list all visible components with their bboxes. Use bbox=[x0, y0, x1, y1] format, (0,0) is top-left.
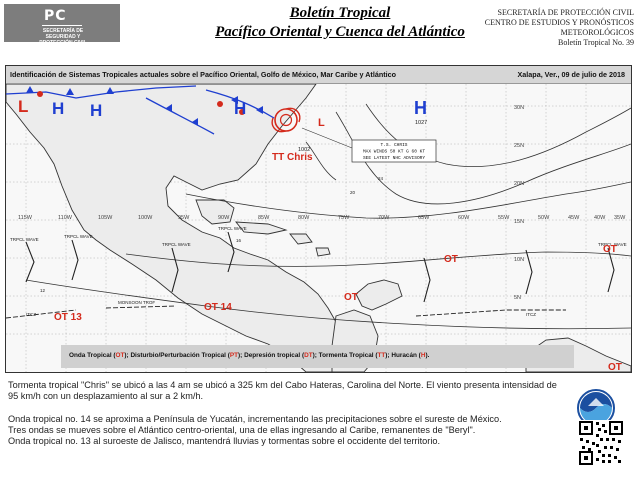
lon-110w-label: 110W bbox=[58, 215, 72, 221]
itcz-label-2: ITCZ bbox=[526, 312, 536, 317]
ot-13-label: OT 13 bbox=[54, 312, 82, 323]
legend-h: H bbox=[420, 352, 426, 359]
lon-95w-label: 95W bbox=[178, 215, 190, 221]
lon-40w-label: 40W bbox=[594, 215, 606, 221]
waves-line2: Tres ondas se mueves sobre el Atlántico centro-oriental, una de ellas ingresando al Caribe, remanentes de "Beryl". bbox=[8, 425, 476, 435]
pressure-1002: 1002 bbox=[298, 147, 311, 153]
lon-75w-label: 75W bbox=[338, 215, 350, 221]
high-pressure-1: H bbox=[52, 99, 65, 118]
isobar-12-label: 12 bbox=[40, 288, 46, 293]
chris-box-line3: SEE LATEST NHC ADVISORY bbox=[362, 156, 426, 161]
map-header-title: Identificación de Sistemas Tropicales actuales sobre el Pacífico Oriental, Golfo de México, Mar Caribe y Atlántico bbox=[10, 70, 396, 79]
waves-line1: Onda tropical no. 14 se aproxima a Península de Yucatán, incrementando las precipitaciones sobre el sureste de México. bbox=[8, 414, 502, 424]
legend-tormenta-text: ); Tormenta Tropical ( bbox=[312, 352, 378, 359]
pressure-1027: 1027 bbox=[415, 120, 428, 126]
legend-depresion-text: ); Depresión tropical ( bbox=[238, 352, 305, 359]
lat-5n-label: 5N bbox=[514, 295, 522, 301]
organization-block bbox=[414, 8, 634, 48]
org-line1: SECRETARÍA DE PROTECCIÓN CIVIL bbox=[497, 8, 634, 17]
logo-abbr: PC bbox=[44, 8, 67, 24]
weather-map bbox=[6, 84, 631, 372]
pc-logo bbox=[4, 4, 120, 46]
lon-35w-label: 35W bbox=[614, 215, 626, 221]
lon-115w-label: 115W bbox=[18, 215, 32, 221]
qr-code-icon[interactable] bbox=[578, 420, 624, 466]
low-pressure-east: L bbox=[318, 117, 325, 129]
lat-15n-label: 15N bbox=[514, 219, 525, 225]
tt-chris-label: TT Chris bbox=[272, 152, 313, 163]
weather-map-frame bbox=[5, 65, 632, 373]
lat-25n-label: 25N bbox=[514, 143, 525, 149]
legend-tt: TT bbox=[377, 352, 386, 359]
high-pressure-3: H bbox=[234, 99, 247, 118]
trpcl-wave-label-3: TRPCL WAVE bbox=[162, 242, 191, 247]
map-header-date: Xalapa, Ver., 09 de julio de 2018 bbox=[517, 70, 625, 79]
lon-70w-label: 70W bbox=[378, 215, 390, 221]
logo-text-line3: PROTECCIÓN CIVIL bbox=[39, 40, 87, 46]
ot-atlantic-label: OT bbox=[444, 254, 458, 265]
lat-30n-label: 30N bbox=[514, 105, 525, 111]
legend-pt: PT bbox=[229, 352, 239, 359]
itcz-label-1: ITCZ bbox=[26, 312, 36, 317]
legend-onda-text: Onda Tropical ( bbox=[69, 352, 116, 359]
logo-text-line2: SEGURIDAD Y bbox=[45, 34, 81, 40]
isobar-16-label: 16 bbox=[236, 238, 242, 243]
waves-line3: Onda tropical no. 13 al suroeste de Jalisco, mantendrá lluvias y tormentas sobre el occidente del territorio. bbox=[8, 436, 441, 446]
lat-10n-label: 10N bbox=[514, 257, 525, 263]
bulletin-number: Boletín Tropical No. 39 bbox=[557, 38, 634, 47]
lon-45w-label: 45W bbox=[568, 215, 580, 221]
logo-text-line1: SECRETARÍA DE bbox=[42, 28, 84, 34]
lon-105w-label: 105W bbox=[98, 215, 113, 221]
legend-huracan-text: ); Huracán ( bbox=[385, 352, 421, 359]
isobar-24-label: 24 bbox=[378, 176, 384, 181]
ot-14-label: OT 14 bbox=[204, 302, 232, 313]
ot-lower-label: OT bbox=[608, 362, 622, 372]
map-header bbox=[6, 66, 631, 84]
title-line1: Boletín Tropical bbox=[289, 5, 391, 21]
chris-box-line1: T.S. CHRIS bbox=[380, 143, 408, 148]
chris-box-line2: MAX WINDS 50 KT G 60 KT bbox=[362, 149, 426, 155]
high-pressure-2: H bbox=[90, 101, 103, 120]
lon-55w-label: 55W bbox=[498, 215, 510, 221]
low-pressure-west: L bbox=[18, 97, 29, 116]
legend-text bbox=[69, 352, 429, 359]
logo-divider bbox=[42, 25, 82, 26]
chris-paragraph: Tormenta tropical "Chris" se ubicó a las 4 am se ubicó a 325 km del Cabo Hateras, Carolina del Norte. El viento presenta intensidad de 95 km/h con un desplazamiento al sur a 2 km/h. bbox=[8, 380, 557, 401]
org-line3: METEOROLÓGICOS bbox=[560, 28, 634, 37]
ot-caribbean-label: OT bbox=[344, 292, 358, 303]
trpcl-wave-label-5: TRPCL WAVE bbox=[598, 242, 627, 247]
legend-box bbox=[61, 345, 574, 368]
lon-80w-label: 80W bbox=[298, 215, 310, 221]
lon-85w-label: 85W bbox=[258, 215, 270, 221]
lon-90w-label: 90W bbox=[218, 215, 230, 221]
waves-paragraph bbox=[8, 414, 568, 447]
atlantic-high: H bbox=[414, 98, 427, 118]
monsoon-trough-label: MONSOON TROF bbox=[118, 300, 156, 305]
lon-100w-label: 100W bbox=[138, 215, 153, 221]
org-line2: CENTRO DE ESTUDIOS Y PRONÓSTICOS bbox=[484, 18, 634, 27]
trpcl-wave-label-2: TRPCL WAVE bbox=[64, 234, 93, 239]
logo-text bbox=[28, 28, 98, 46]
legend-ot: OT bbox=[115, 352, 125, 359]
trpcl-wave-label-4: TRPCL WAVE bbox=[218, 226, 247, 231]
legend-dt: DT bbox=[304, 352, 313, 359]
title-line2: Pacífico Oriental y Cuenca del Atlántico bbox=[215, 24, 465, 40]
legend-disturbio-text: ); Disturbio/Perturbación Tropical ( bbox=[124, 352, 230, 359]
ot-east-label: OT bbox=[603, 244, 617, 255]
isobar-20-label: 20 bbox=[350, 190, 356, 195]
lon-65w-label: 65W bbox=[418, 215, 430, 221]
lon-50w-label: 50W bbox=[538, 215, 550, 221]
trpcl-wave-label-1: TRPCL WAVE bbox=[10, 237, 39, 242]
lon-60w-label: 60W bbox=[458, 215, 470, 221]
legend-end: ). bbox=[425, 352, 430, 359]
lat-20n-label: 20N bbox=[514, 181, 525, 187]
